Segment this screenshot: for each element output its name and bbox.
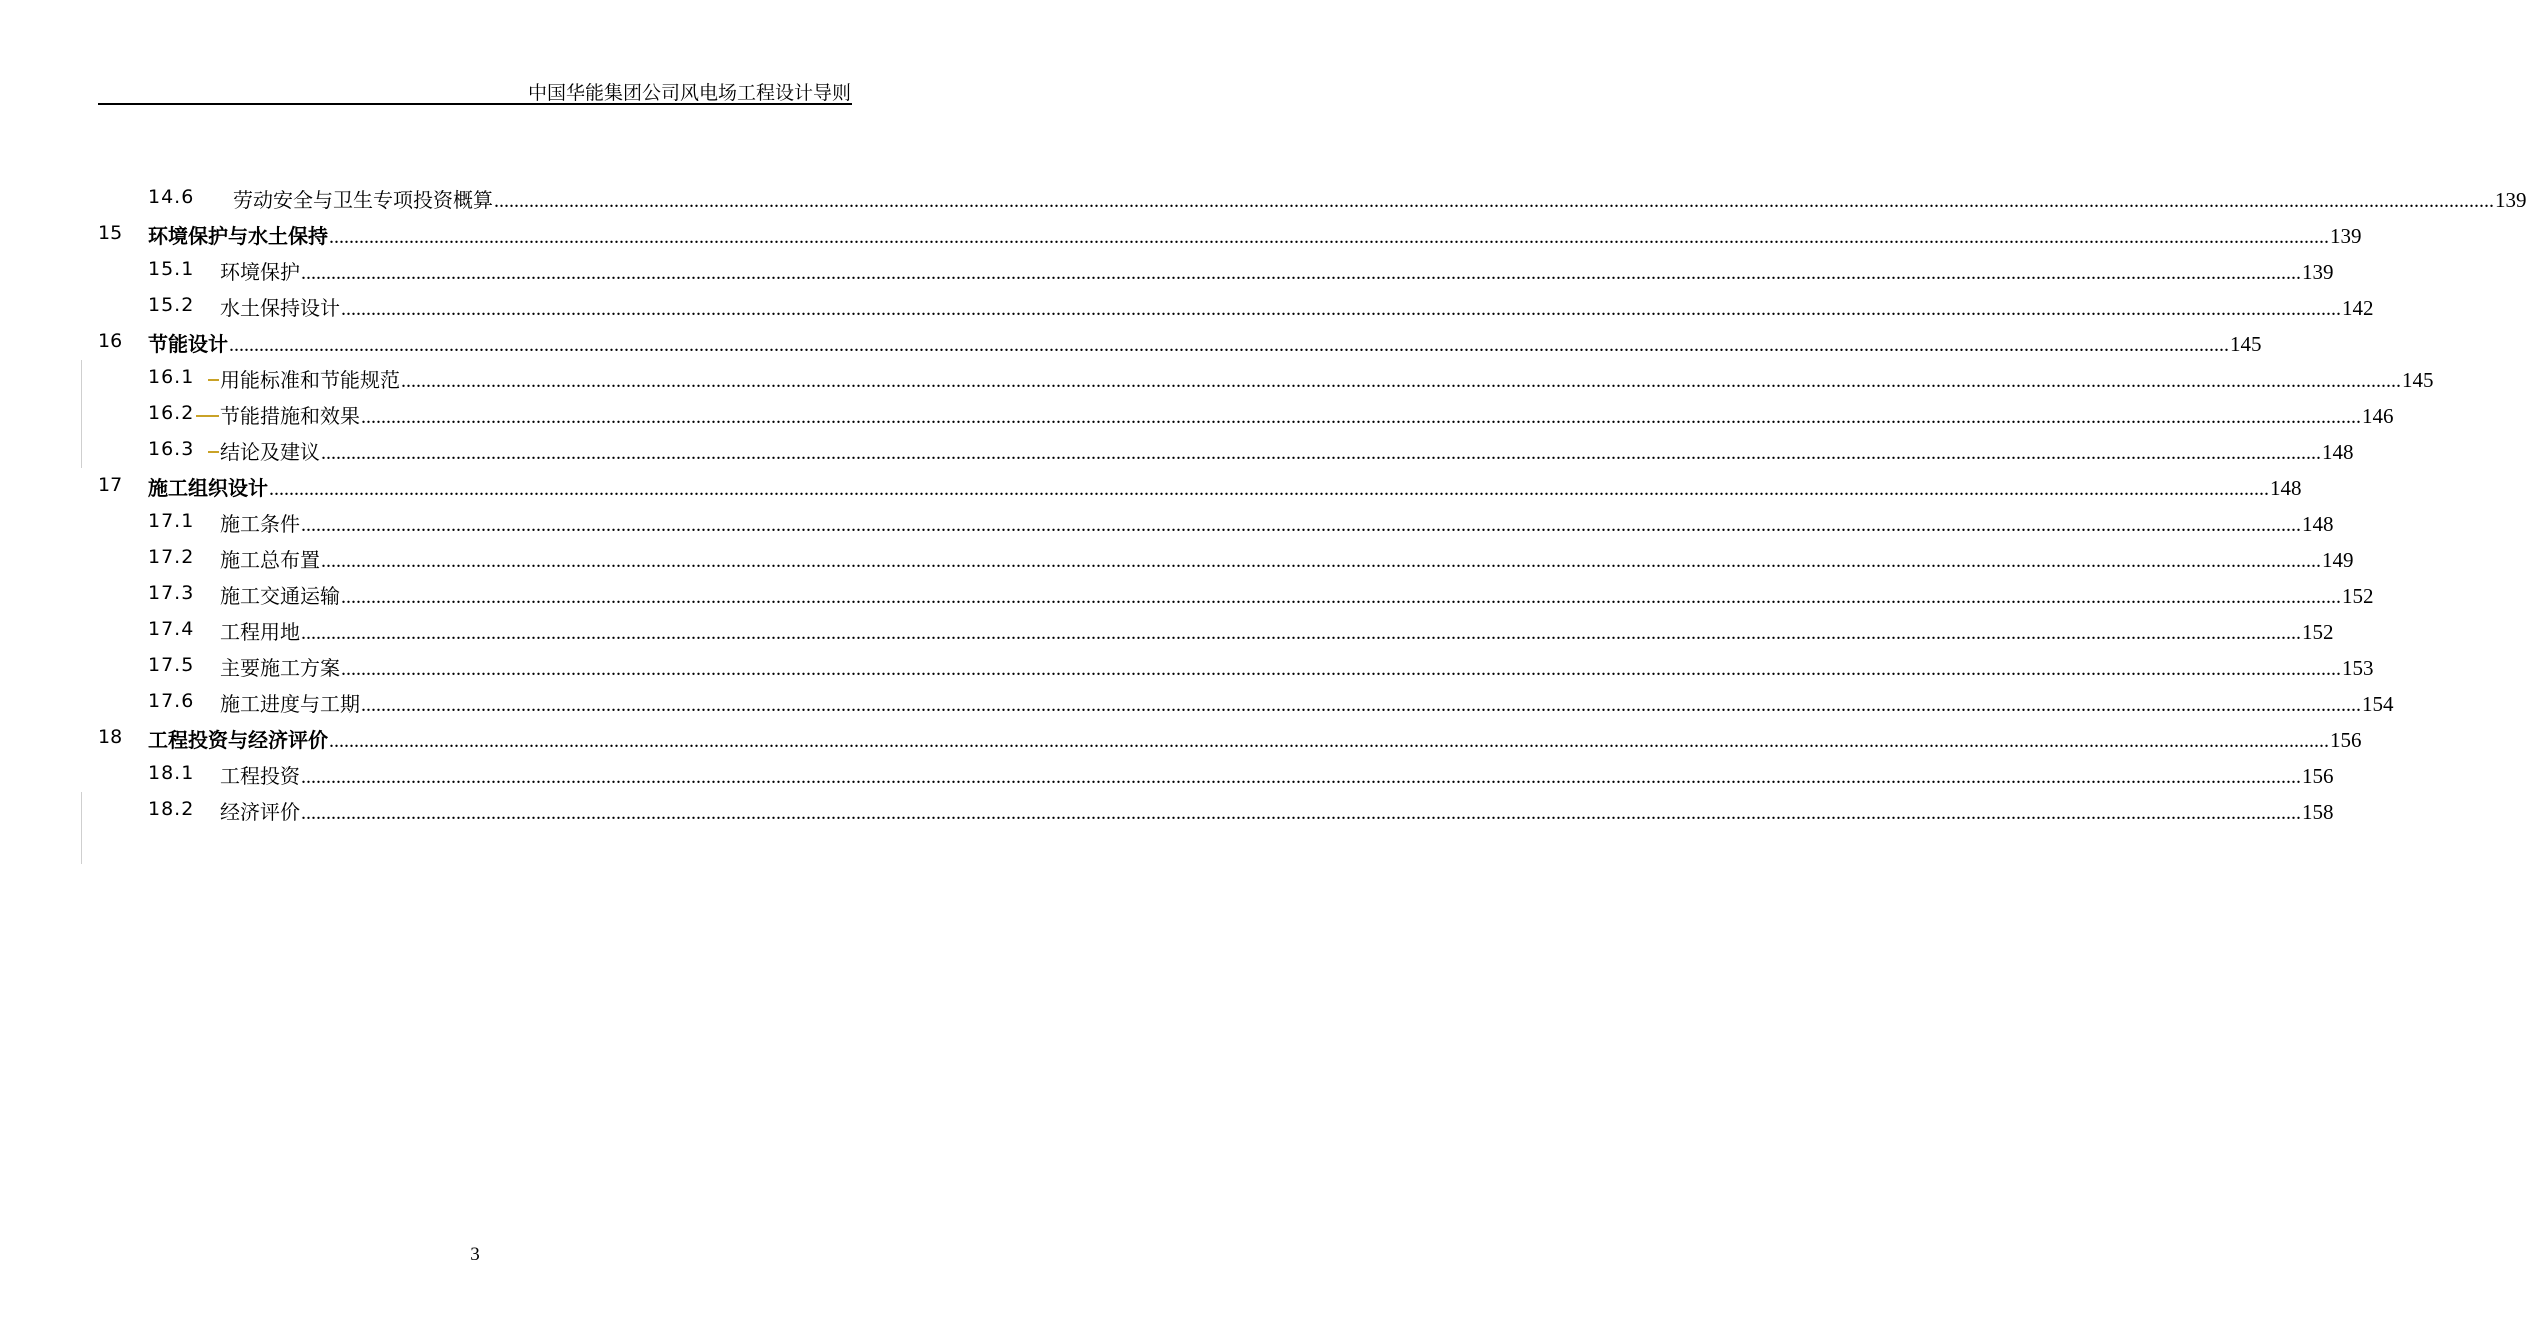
toc-entry[interactable] [0,576,2374,612]
toc-entry-page: 142 [2342,296,2374,320]
toc-entry-leader [220,796,2334,825]
toc-dot-leader: ................................................................................................................................................................................................................................................................................................................................................................................................................ [269,478,2269,500]
toc-dot-leader: ................................................................................................................................................................................................................................................................................................................................................................................................................ [494,190,2494,212]
toc-entry-number: 17.3 [148,582,195,604]
toc-dot-leader: ................................................................................................................................................................................................................................................................................................................................................................................................................ [301,514,2301,536]
toc-entry-leader [220,400,2394,429]
toc-entry-number: 18.1 [148,762,195,784]
toc-entry-leader [220,688,2394,717]
toc-entry-page: 152 [2302,620,2334,644]
toc-entry[interactable] [0,252,2334,288]
toc-entry-title: 施工交通运输 [220,584,340,608]
page-header-title: 中国华能集团公司风电场工程设计导则 [527,82,851,104]
toc-entry-number: 17 [98,474,123,496]
toc-entry-page: 149 [2322,548,2354,572]
toc-dot-leader: ................................................................................................................................................................................................................................................................................................................................................................................................................ [229,334,2229,356]
toc-entry-number: 15.2 [148,294,195,316]
toc-entry-page: 153 [2342,656,2374,680]
toc-dot-leader: ................................................................................................................................................................................................................................................................................................................................................................................................................ [329,226,2329,248]
toc-entry[interactable] [0,648,2374,684]
toc-entry-page: 148 [2322,440,2354,464]
toc-entry-leader [220,364,2434,393]
toc-entry-page: 156 [2330,728,2362,752]
toc-dot-leader: ................................................................................................................................................................................................................................................................................................................................................................................................................ [301,802,2301,824]
toc-entry[interactable] [0,720,2362,756]
toc-entry-title: 工程投资 [220,764,300,788]
toc-dot-leader: ................................................................................................................................................................................................................................................................................................................................................................................................................ [321,442,2321,464]
toc-entry-page: 148 [2302,512,2334,536]
toc-dot-leader: ................................................................................................................................................................................................................................................................................................................................................................................................................ [341,658,2341,680]
toc-dot-leader: ................................................................................................................................................................................................................................................................................................................................................................................................................ [341,298,2341,320]
toc-entry-title: 环境保护 [220,260,300,284]
toc-entry-title: 劳动安全与卫生专项投资概算 [233,188,493,212]
toc-entry-leader [148,220,2362,249]
toc-entry[interactable] [0,684,2394,720]
toc-entry-number: 17.1 [148,510,195,532]
toc-entry-title: 经济评价 [220,800,300,824]
toc-entry-page: 139 [2302,260,2334,284]
toc-entry[interactable] [0,756,2334,792]
toc-entry-page: 145 [2230,332,2262,356]
toc-entry-title: 结论及建议 [220,440,320,464]
toc-entry-leader [220,544,2354,573]
toc-entry-number: 18 [98,726,123,748]
toc-entry-number: 14.6 [148,186,195,208]
toc-entry-page: 146 [2362,404,2394,428]
toc-entry-page: 139 [2495,188,2527,212]
toc-entry-page: 148 [2270,476,2302,500]
toc-entry-leader [220,760,2334,789]
toc-entry-title: 工程投资与经济评价 [148,728,328,752]
toc-entry-number: 16.1 [148,366,195,388]
toc-entry-leader [220,580,2374,609]
toc-entry-title: 工程用地 [220,620,300,644]
toc-entry-number: 17.4 [148,618,195,640]
toc-entry-page: 156 [2302,764,2334,788]
toc-entry[interactable] [0,792,2334,828]
toc-dot-leader: ................................................................................................................................................................................................................................................................................................................................................................................................................ [301,622,2301,644]
toc-entry-leader [220,652,2374,681]
toc-entry-page: 154 [2362,692,2394,716]
toc-entry-number: 16.3 [148,438,195,460]
toc-entry-page: 152 [2342,584,2374,608]
toc-entry-number: 17.2 [148,546,195,568]
toc-entry-number: 17.6 [148,690,195,712]
toc-entry-number: 15 [98,222,123,244]
toc-entry-number: 16.2 [148,402,195,424]
toc-entry-title: 施工总布置 [220,548,320,572]
toc-entry-title: 节能设计 [148,332,228,356]
revision-underline [208,379,219,381]
toc-entry-leader [220,616,2334,645]
toc-entry[interactable] [0,396,2394,432]
toc-entry-title: 环境保护与水土保持 [148,224,328,248]
toc-entry-title: 施工组织设计 [148,476,268,500]
page-number: 3 [470,1244,480,1265]
toc-entry-leader [148,328,2262,357]
toc-dot-leader: ................................................................................................................................................................................................................................................................................................................................................................................................................ [301,262,2301,284]
toc-dot-leader: ................................................................................................................................................................................................................................................................................................................................................................................................................ [329,730,2329,752]
toc-entry-title: 施工条件 [220,512,300,536]
toc-entry-number: 17.5 [148,654,195,676]
toc-entry-leader [220,436,2354,465]
toc-dot-leader: ................................................................................................................................................................................................................................................................................................................................................................................................................ [361,406,2361,428]
toc-entry-leader [220,256,2334,285]
toc-entry[interactable] [0,324,2262,360]
toc-entry-number: 15.1 [148,258,195,280]
toc-entry[interactable] [0,180,2527,216]
toc-entry-number: 16 [98,330,123,352]
toc-entry-title: 节能措施和效果 [220,404,360,428]
toc-entry-number: 18.2 [148,798,195,820]
toc-entry[interactable] [0,432,2354,468]
toc-entry[interactable] [0,216,2362,252]
toc-entry-title: 主要施工方案 [220,656,340,680]
toc-entry[interactable] [0,504,2334,540]
toc-entry[interactable] [0,360,2434,396]
toc-entry[interactable] [0,540,2354,576]
toc-entry-title: 用能标准和节能规范 [220,368,400,392]
toc-entry[interactable] [0,468,2302,504]
toc-entry-page: 145 [2402,368,2434,392]
toc-entry-page: 139 [2330,224,2362,248]
revision-underline [208,451,219,453]
header-rule [98,103,852,105]
toc-entry-leader [220,508,2334,537]
toc-entry[interactable] [0,288,2374,324]
toc-dot-leader: ................................................................................................................................................................................................................................................................................................................................................................................................................ [341,586,2341,608]
toc-entry-leader [148,724,2362,753]
toc-entry-leader [233,184,2527,213]
toc-dot-leader: ................................................................................................................................................................................................................................................................................................................................................................................................................ [361,694,2361,716]
toc-entry-title: 水土保持设计 [220,296,340,320]
revision-underline [196,415,219,417]
toc-dot-leader: ................................................................................................................................................................................................................................................................................................................................................................................................................ [321,550,2321,572]
toc-entry[interactable] [0,612,2334,648]
toc-entry-page: 158 [2302,800,2334,824]
toc-dot-leader: ................................................................................................................................................................................................................................................................................................................................................................................................................ [401,370,2401,392]
toc-entry-leader [148,472,2302,501]
toc-entry-title: 施工进度与工期 [220,692,360,716]
toc-entry-leader [220,292,2374,321]
toc-dot-leader: ................................................................................................................................................................................................................................................................................................................................................................................................................ [301,766,2301,788]
